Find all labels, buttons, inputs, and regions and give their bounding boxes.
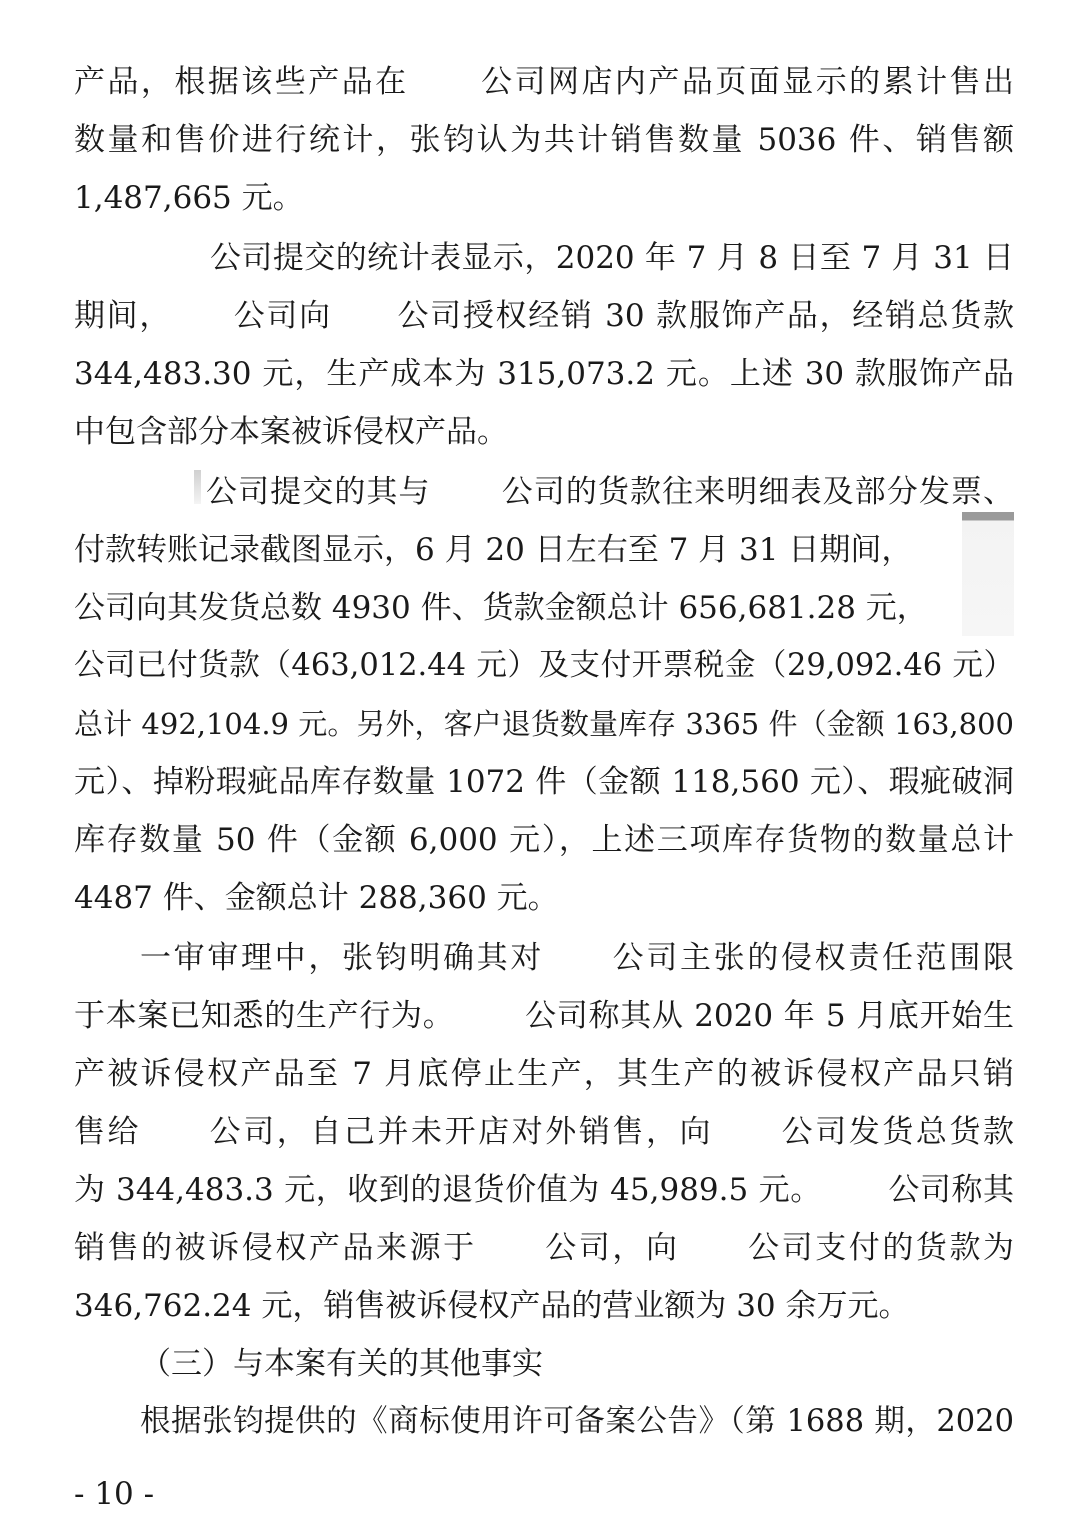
text-line: 付款转账记录截图显示，6 月 20 日左右至 7 月 31 日期间， bbox=[74, 532, 913, 568]
text-line: 1,487,665 元。 bbox=[74, 180, 304, 216]
text-line: 总计 492,104.9 元。另外，客户退货数量库存 3365 件（金额 163,800 bbox=[74, 707, 1014, 741]
text-line: 数量和售价进行统计，张钧认为共计销售数量 5036 件、销售额 bbox=[74, 122, 1014, 158]
text-line: 售给 公司，自己并未开店对外销售，向 公司发货总货款 bbox=[74, 1114, 1014, 1150]
text-line: 期间， 公司向 公司授权经销 30 款服饰产品，经销总货款 bbox=[74, 298, 1014, 334]
scan-artifact bbox=[194, 470, 201, 504]
text-line: 元）、掉粉瑕疵品库存数量 1072 件（金额 118,560 元）、瑕疵破洞 bbox=[74, 764, 1014, 800]
text-line: 销售的被诉侵权产品来源于 公司，向 公司支付的货款为 bbox=[74, 1230, 1014, 1266]
scan-artifact bbox=[962, 512, 1014, 636]
text-line: 为 344,483.3 元，收到的退货价值为 45,989.5 元。 公司称其 bbox=[74, 1172, 1014, 1208]
text-line: 于本案已知悉的生产行为。 公司称其从 2020 年 5 月底开始生 bbox=[74, 998, 1014, 1034]
text-line: 346,762.24 元，销售被诉侵权产品的营业额为 30 余万元。 bbox=[74, 1288, 910, 1324]
section-heading: （三）与本案有关的其他事实 bbox=[140, 1346, 543, 1382]
text-line: 一审审理中，张钧明确其对 公司主张的侵权责任范围限 bbox=[140, 940, 1014, 976]
text-line: 根据张钧提供的《商标使用许可备案公告》（第 1688 期，2020 bbox=[140, 1404, 1014, 1439]
text-line: 公司提交的其与 公司的货款往来明细表及部分发票、 bbox=[206, 474, 1014, 510]
text-line: 公司已付货款（463,012.44 元）及支付开票税金（29,092.46 元） bbox=[74, 648, 1014, 683]
text-line: 库存数量 50 件（金额 6,000 元），上述三项库存货物的数量总计 bbox=[74, 822, 1014, 858]
text-line: 公司向其发货总数 4930 件、货款金额总计 656,681.28 元， bbox=[74, 590, 928, 626]
text-line: 中包含部分本案被诉侵权产品。 bbox=[74, 414, 508, 450]
text-line: 344,483.30 元，生产成本为 315,073.2 元。上述 30 款服饰产品 bbox=[74, 356, 1014, 392]
text-line: 公司提交的统计表显示，2020 年 7 月 8 日至 7 月 31 日 bbox=[210, 240, 1014, 276]
page-number: - 10 - bbox=[74, 1476, 155, 1512]
text-line: 产被诉侵权产品至 7 月底停止生产，其生产的被诉侵权产品只销 bbox=[74, 1056, 1014, 1092]
text-line: 产品，根据该些产品在 公司网店内产品页面显示的累计售出 bbox=[74, 64, 1014, 100]
text-line: 4487 件、金额总计 288,360 元。 bbox=[74, 880, 559, 916]
